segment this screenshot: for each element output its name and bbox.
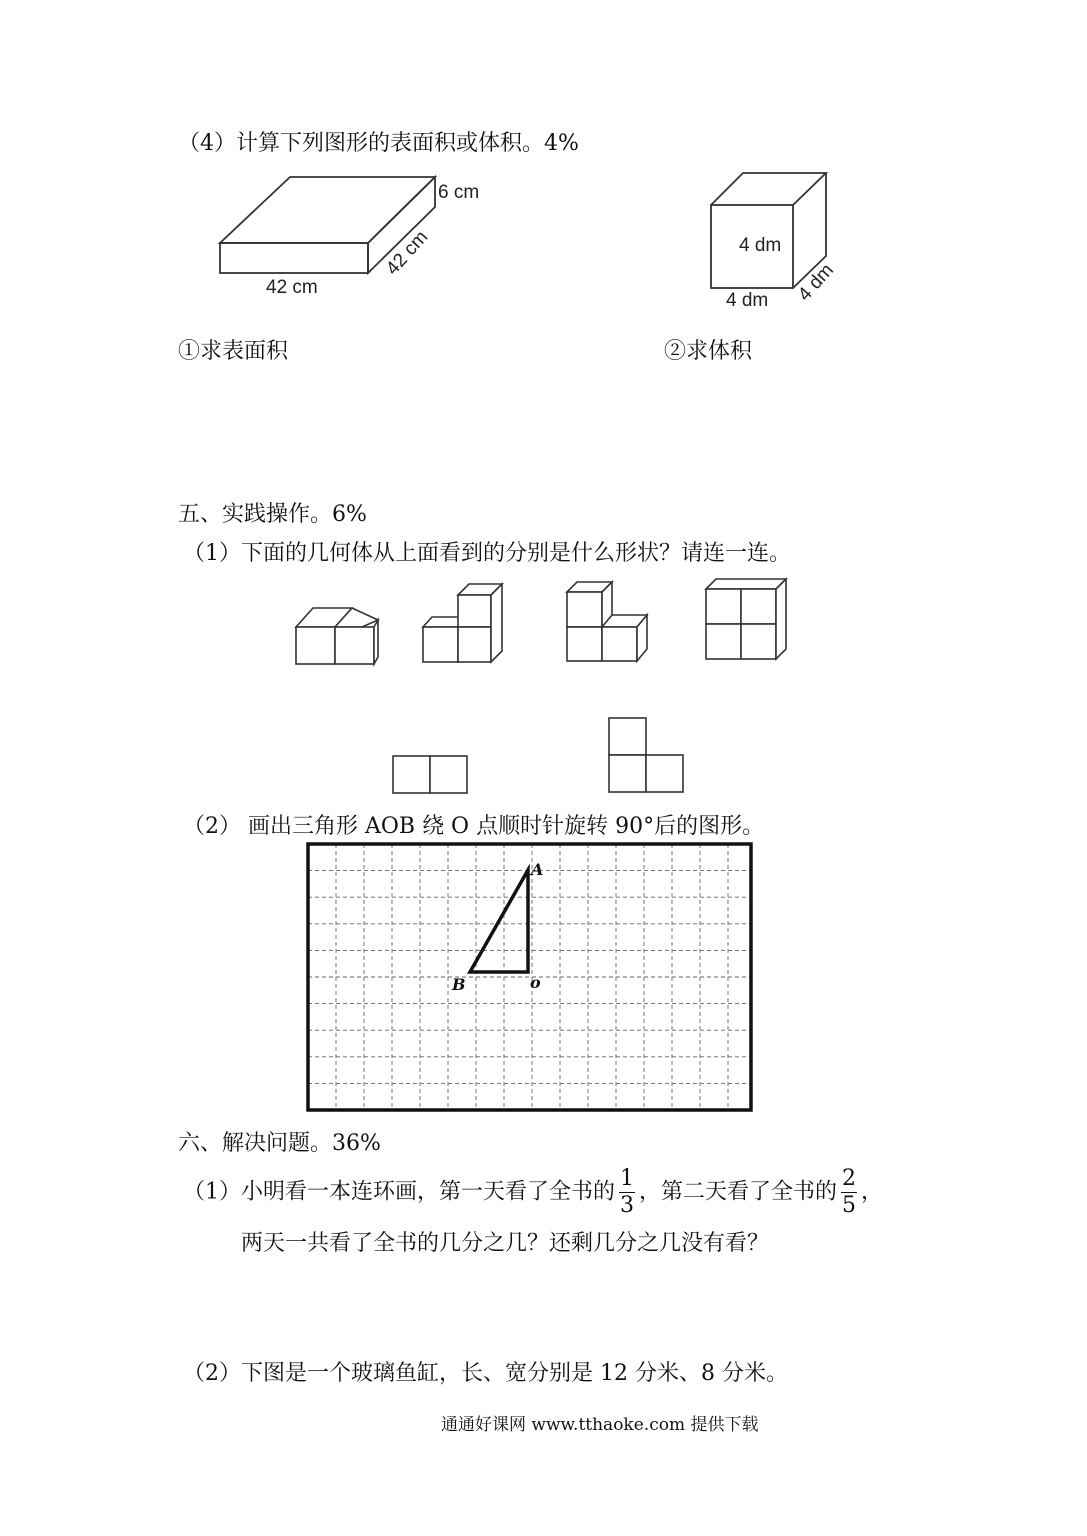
box-height-label: 6 cm <box>438 182 480 203</box>
q1-prefix: （1）小明看一本连环画，第一天看了全书的 <box>183 1179 615 1205</box>
volume-question: ②求体积 <box>664 339 753 364</box>
part6-q1 <box>183 1166 883 1219</box>
fraction-one-third <box>619 1166 635 1219</box>
point-b-label: B <box>452 975 466 994</box>
surface-area-question: ①求表面积 <box>178 339 289 364</box>
frac1-denominator: 3 <box>620 1193 634 1218</box>
section4-heading: （4）计算下列图形的表面积或体积。4% <box>178 131 579 156</box>
q1-middle: ，第二天看了全书的 <box>639 1179 838 1205</box>
point-o-label: o <box>530 973 541 992</box>
triangle-aob <box>470 870 528 972</box>
part5-title: 五、实践操作。6% <box>178 502 367 527</box>
box-width-label: 42 cm <box>266 277 318 298</box>
q1-suffix: ， <box>861 1179 884 1205</box>
part6-q1-line2: 两天一共看了全书的几分之几？还剩几分之几没有看？ <box>241 1231 770 1256</box>
part6-q2: （2）下图是一个玻璃鱼缸，长、宽分别是 12 分米、8 分米。 <box>183 1361 788 1386</box>
frac2-numerator: 2 <box>842 1166 857 1191</box>
frac2-denominator: 5 <box>842 1193 857 1218</box>
box-depth-label: 42 cm <box>382 226 433 280</box>
part6-title: 六、解决问题。36% <box>178 1131 381 1156</box>
part5-q1: （1）下面的几何体从上面看到的分别是什么形状？请连一连。 <box>183 541 791 566</box>
part5-q2: （2） 画出三角形 AOB 绕 O 点顺时针旋转 90°后的图形。 <box>183 814 765 839</box>
cube-width-label: 4 dm <box>726 290 769 311</box>
cube-height-label: 4 dm <box>739 235 782 256</box>
frac1-numerator: 1 <box>620 1166 634 1191</box>
footer-credit: 通通好课网 www.tthaoke.com 提供下载 <box>441 1415 759 1435</box>
cube-depth-label: 4 dm <box>794 259 838 306</box>
point-a-label: A <box>531 860 544 879</box>
fraction-two-fifths <box>841 1166 857 1219</box>
